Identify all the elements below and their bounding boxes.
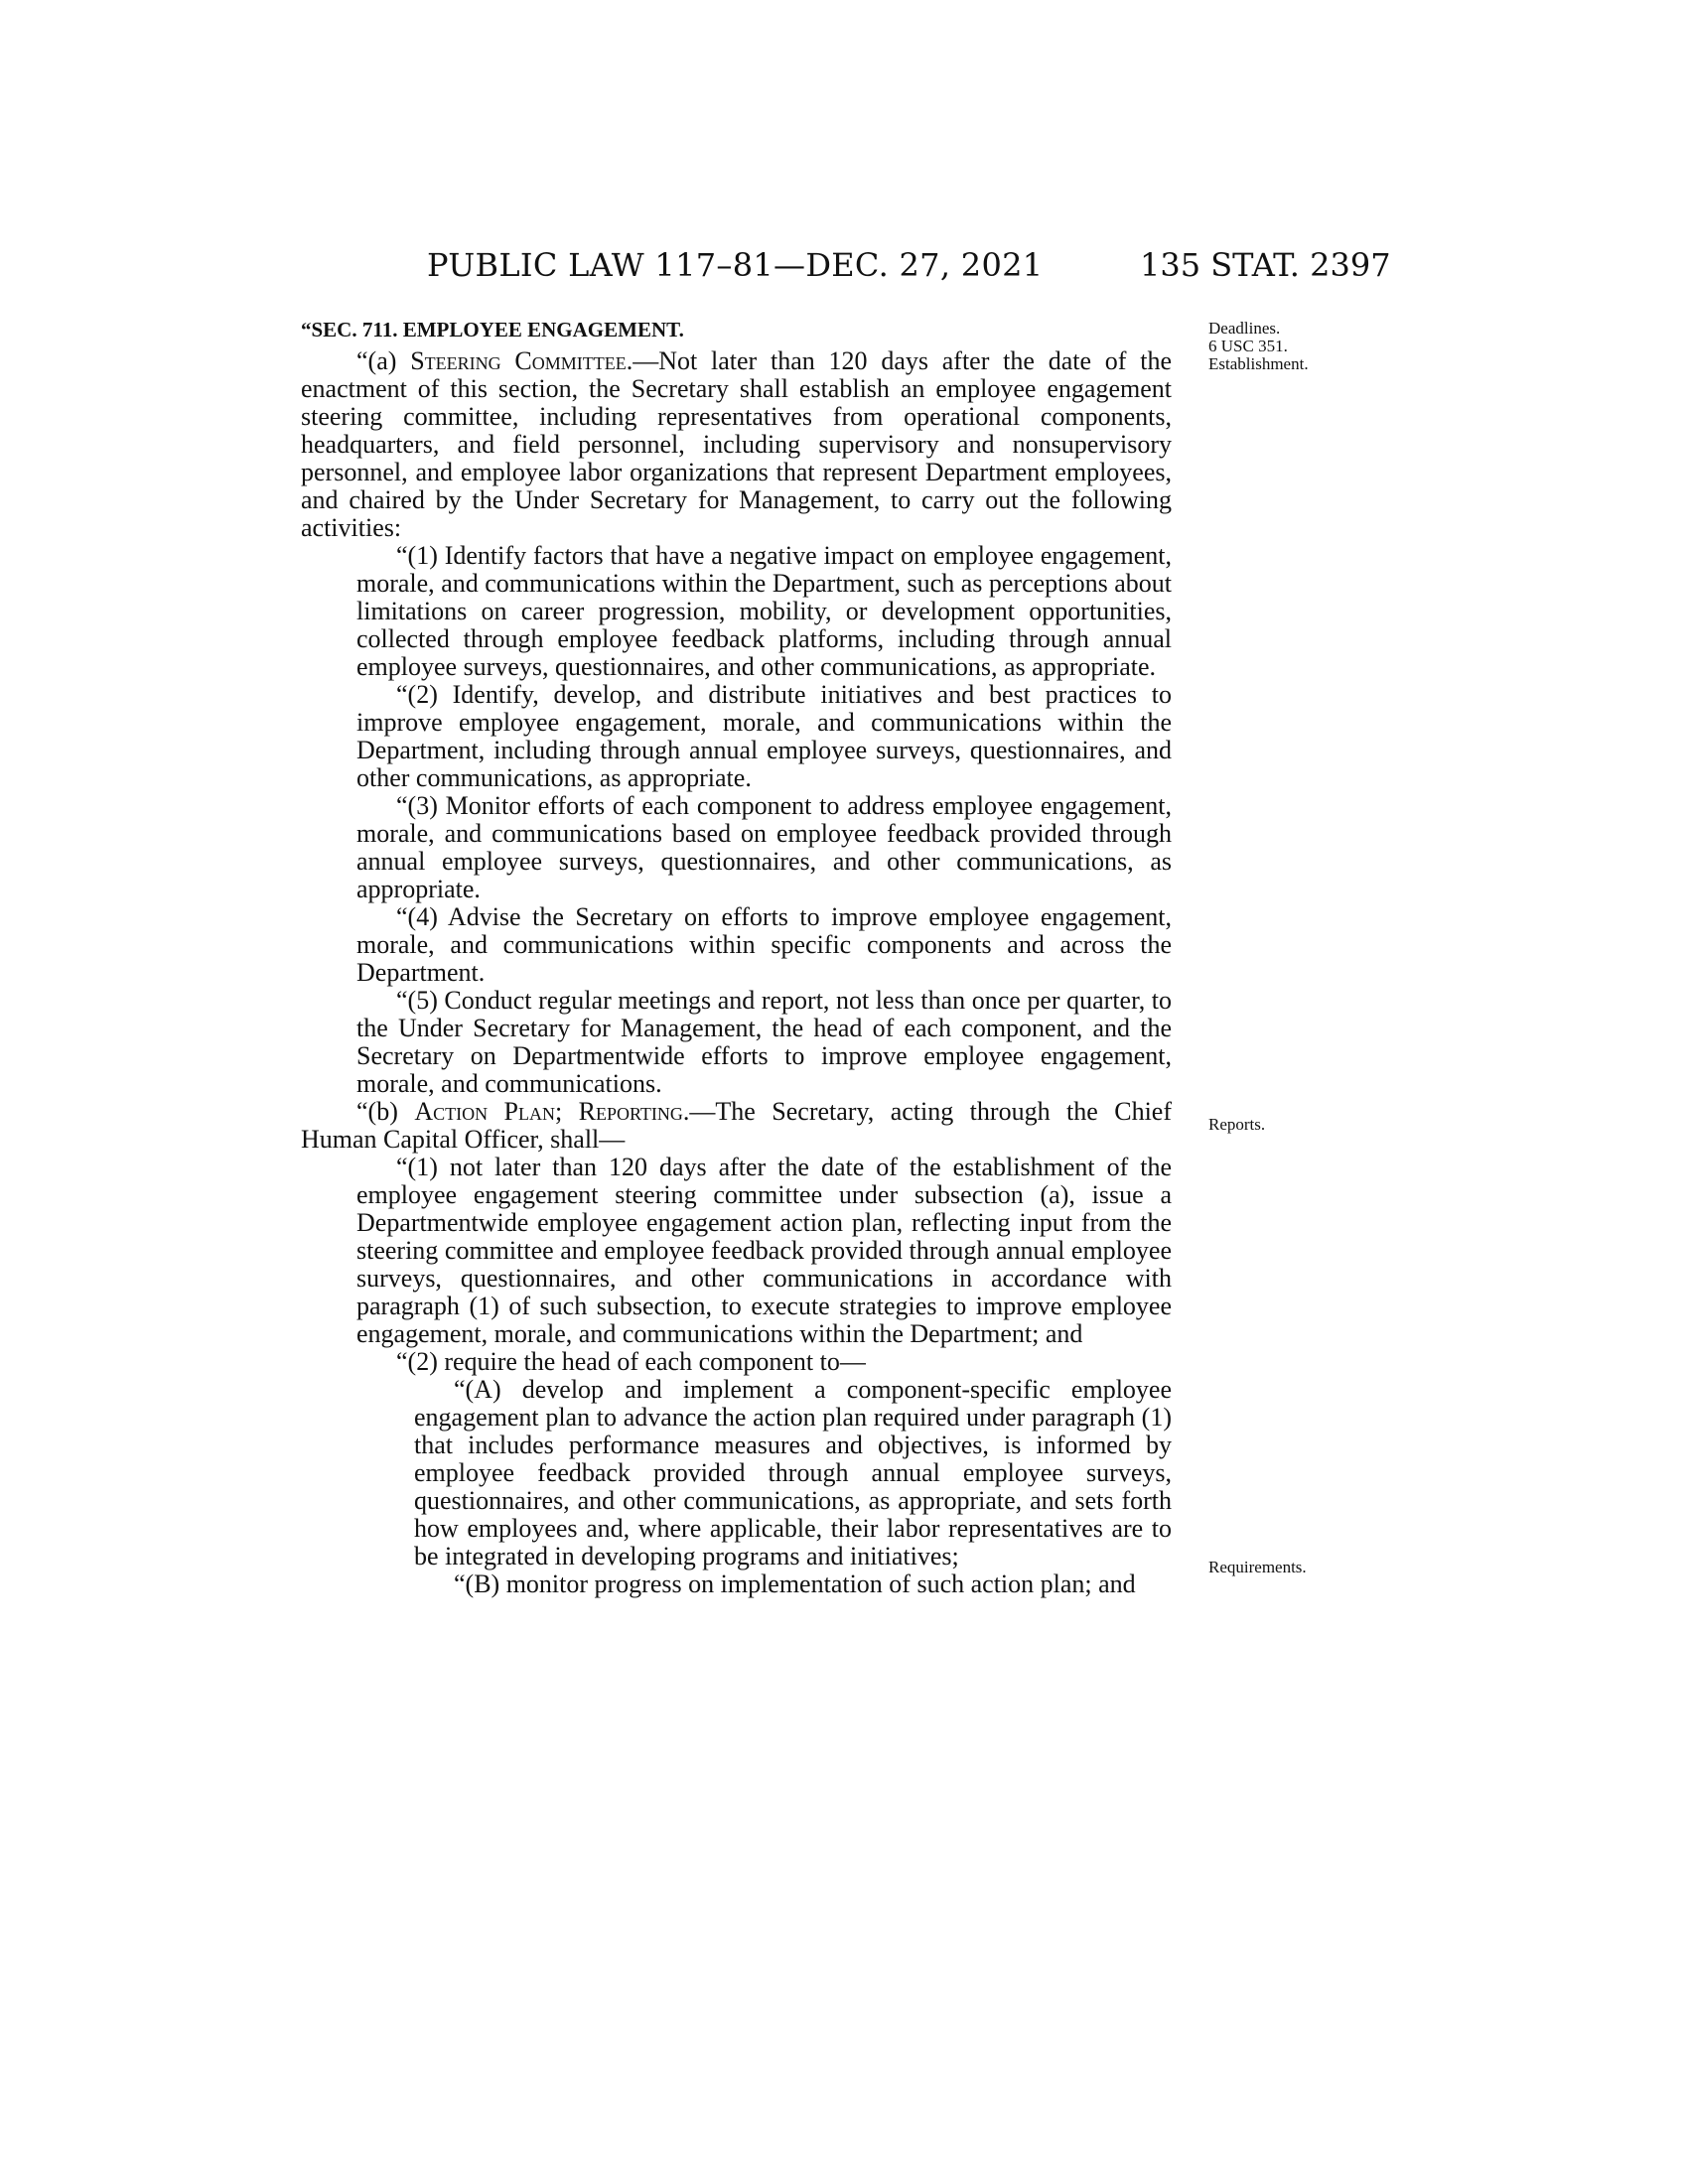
margin-note-requirements: Requirements. <box>1208 1558 1307 1576</box>
paragraph-a1: “(1) Identify factors that have a negative impact on employee engagement, morale, and communications within the Department, such as perceptions about limitations on career progression, mobility, or development opportunities, collected through employee feedback platforms, including through annual employee surveys, questionnaires, and other communications, as appropriate. <box>356 541 1172 681</box>
margin-note-deadlines <box>1208 320 1309 373</box>
paragraph-a2: “(2) Identify, develop, and distribute initiatives and best practices to improve employee engagement, morale, and communications within the Department, including through annual employee surveys, questionnaires, and other communications, as appropriate. <box>356 680 1172 792</box>
subsection-a-heading: Steering Committee <box>410 346 627 375</box>
public-law-header: PUBLIC LAW 117–81—DEC. 27, 2021 <box>427 246 1044 284</box>
margin-note-text: Deadlines. 6 USC 351. Establishment. <box>1208 319 1309 373</box>
section-title: “SEC. 711. EMPLOYEE ENGAGEMENT. <box>301 318 684 341</box>
paragraph-b2: “(2) require the head of each component to— <box>396 1347 866 1376</box>
paragraph-a5: “(5) Conduct regular meetings and report, not less than once per quarter, to the Under Secretary for Management, the head of each component, and the Secretary on Departmentwide efforts to improve employee engagement, morale, and communications. <box>356 986 1172 1098</box>
subparagraph-b2A: “(A) develop and implement a component-specific employee engagement plan to advance the action plan required under paragraph (1) that includes performance measures and objectives, is informed by employee feedback provided through annual employee surveys, questionnaires, and other communications, as appropriate, and sets forth how employees and, where applicable, their labor representatives are to be integrated in developing programs and initiatives; <box>414 1375 1172 1570</box>
section-body <box>301 347 1172 1598</box>
subsection-b-text: .—The Secretary, acting through the Chief Human Capital Officer, shall— <box>301 1097 1172 1154</box>
margin-note-reports: Reports. <box>1208 1115 1266 1134</box>
paragraph-a4: “(4) Advise the Secretary on efforts to improve employee engagement, morale, and communications within specific components and across the Department. <box>356 902 1172 987</box>
paragraph-b1: “(1) not later than 120 days after the date of the establishment of the employee engagement steering committee under subsection (a), issue a Departmentwide employee engagement action plan, reflecting input from the steering committee and employee feedback provided through annual employee surveys, questionnaires, and other communications in accordance with paragraph (1) of such subsection, to execute strategies to improve employee engagement, morale, and communications within the Department; and <box>356 1153 1172 1348</box>
subparagraph-b2B: “(B) monitor progress on implementation of such action plan; and <box>454 1570 1136 1598</box>
subsection-b-heading: Action Plan; Reporting <box>414 1097 683 1126</box>
paragraph-a3: “(3) Monitor efforts of each component to address employee engagement, morale, and communications based on employee feedback provided through annual employee surveys, questionnaires, and other communications, as appropriate. <box>356 791 1172 903</box>
subsection-b-open: “(b) <box>356 1097 415 1126</box>
subsection-a-open: “(a) <box>356 346 411 375</box>
subsection-a <box>301 347 1172 542</box>
statute-page-number: 135 STAT. 2397 <box>1140 246 1391 284</box>
subsection-b <box>301 1098 1172 1154</box>
subsection-a-text: .—Not later than 120 days after the date of the enactment of this section, the Secretary shall establish an employee engagement steering committee, including representatives from operational components, headquarters, and field personnel, including supervisory and nonsupervisory personnel, and employee labor organizations that represent Department employees, and chaired by the Under Secretary for Management, to carry out the following activities: <box>301 346 1172 542</box>
